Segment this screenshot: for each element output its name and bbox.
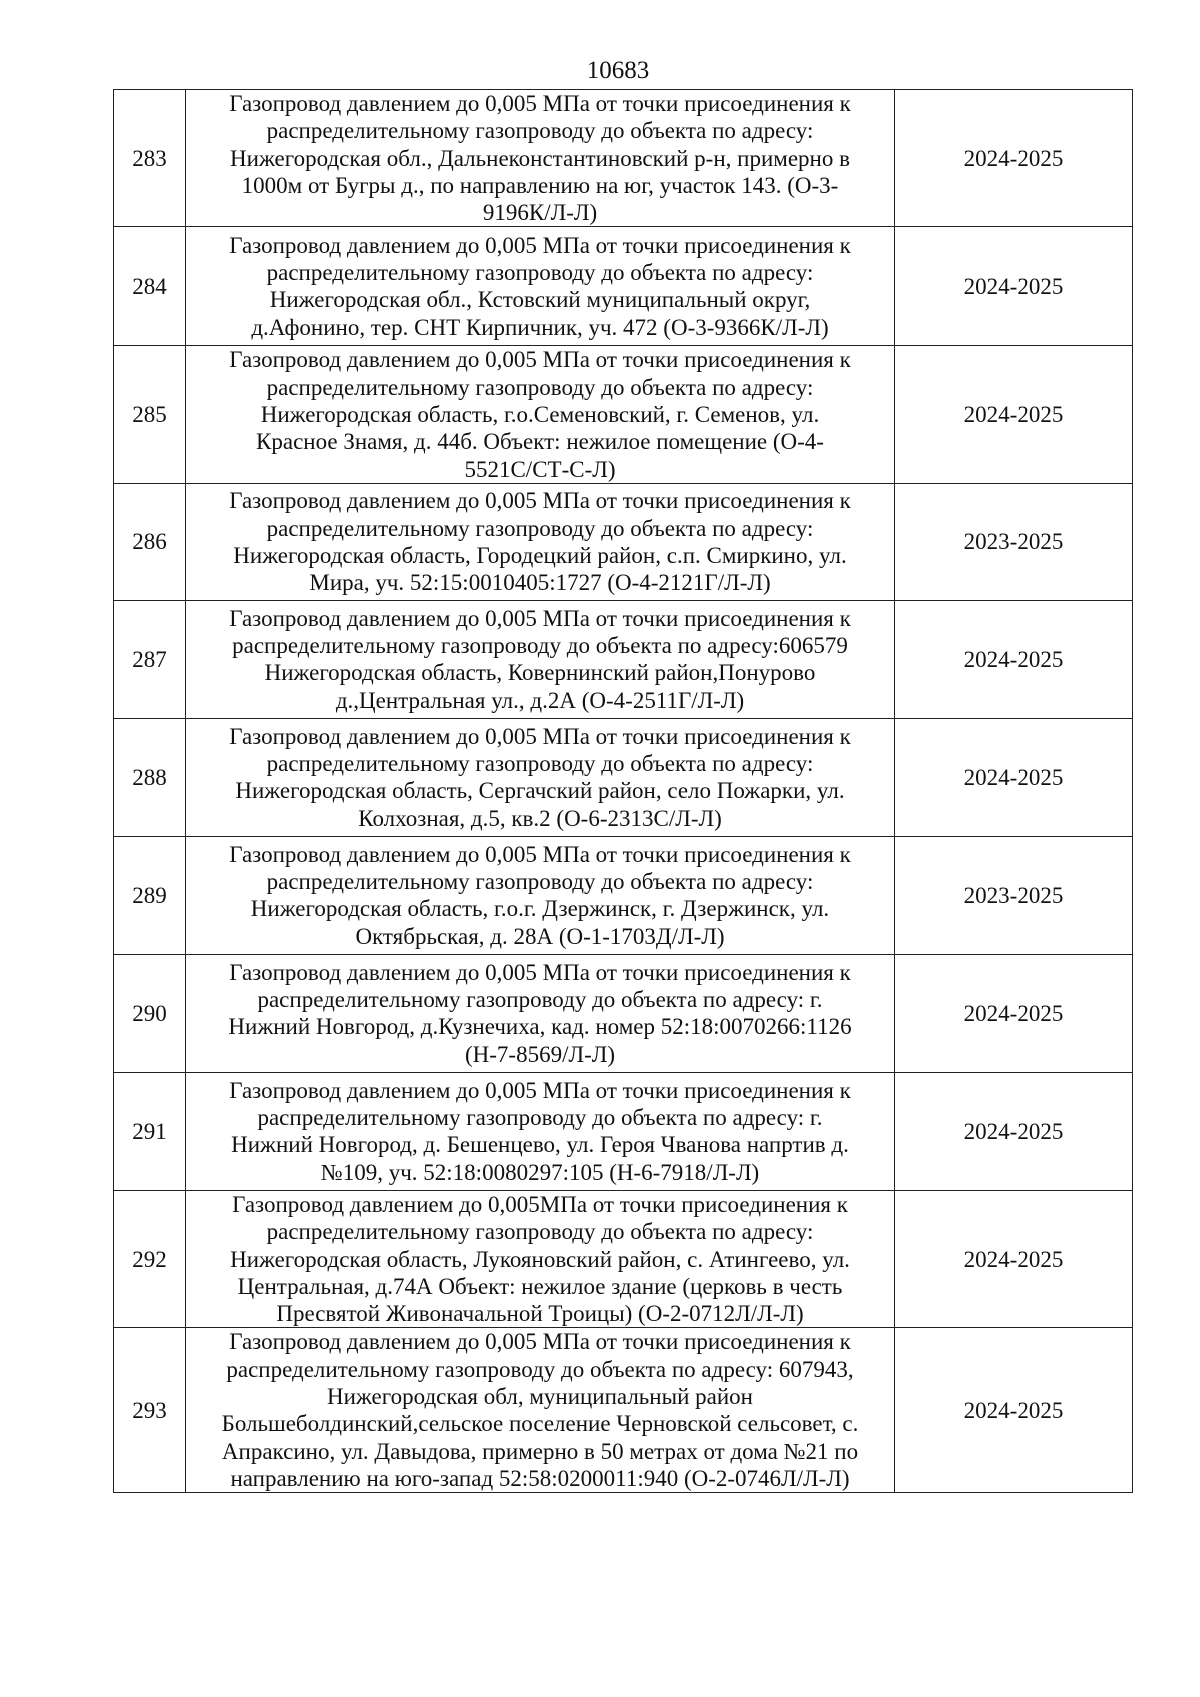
row-number: 292 xyxy=(114,1190,186,1327)
table-row xyxy=(114,227,1133,346)
description-line: Газопровод давлением до 0,005 МПа от точки присоединения к xyxy=(229,841,851,867)
description-line: д.Афонино, тер. СНТ Кирпичник, уч. 472 (О-3-9366К/Л-Л) xyxy=(251,314,829,340)
implementation-period: 2024-2025 xyxy=(895,600,1133,718)
description-line: Нижегородская область, г.о.Семеновский, г. Семенов, ул. xyxy=(260,402,820,428)
description-line: Газопровод давлением до 0,005 МПа от точки присоединения к xyxy=(229,488,851,514)
description-line: Газопровод давлением до 0,005 МПа от точки присоединения к xyxy=(229,347,851,373)
description-line: распределительному газопроводу до объекта по адресу: г. xyxy=(257,987,823,1013)
description-line: Большеболдинский,сельское поселение Черновской сельсовет, с. xyxy=(221,1411,859,1437)
description-line: Газопровод давлением до 0,005 МПа от точки присоединения к xyxy=(229,232,851,258)
object-description xyxy=(186,346,895,483)
description-line: Нижний Новгород, д.Кузнечиха, кад. номер 52:18:0070266:1126 xyxy=(228,1014,852,1040)
description-line: Нижегородская обл., Кстовский муниципальный округ, xyxy=(269,287,811,313)
description-line: распределительному газопроводу до объекта по адресу: xyxy=(266,118,814,144)
page-number: 10683 xyxy=(586,57,650,84)
object-description xyxy=(186,1190,895,1327)
table-row xyxy=(114,718,1133,836)
table-body xyxy=(114,90,1133,1493)
row-number: 285 xyxy=(114,346,186,483)
implementation-period: 2024-2025 xyxy=(895,227,1133,346)
description-line: распределительному газопроводу до объекта по адресу: xyxy=(266,260,814,286)
description-line: распределительному газопроводу до объекта по адресу: xyxy=(266,515,814,541)
description-line: Газопровод давлением до 0,005 МПа от точки присоединения к xyxy=(229,605,851,631)
implementation-period: 2023-2025 xyxy=(895,483,1133,600)
description-line: Газопровод давлением до 0,005МПа от точки присоединения к xyxy=(232,1191,848,1217)
implementation-period: 2024-2025 xyxy=(895,1328,1133,1493)
row-number: 284 xyxy=(114,227,186,346)
description-line: Центральная, д.74А Объект: нежилое здание (церковь в честь xyxy=(237,1273,843,1299)
object-description xyxy=(186,227,895,346)
description-line: распределительному газопроводу до объекта по адресу:606579 xyxy=(232,633,848,659)
implementation-period: 2024-2025 xyxy=(895,90,1133,227)
table-row xyxy=(114,1072,1133,1190)
description-line: Газопровод давлением до 0,005 МПа от точки присоединения к xyxy=(229,91,851,116)
description-line: Газопровод давлением до 0,005 МПа от точки присоединения к xyxy=(229,723,851,749)
description-line: распределительному газопроводу до объекта по адресу: xyxy=(266,374,814,400)
table-row xyxy=(114,600,1133,718)
description-line: Нижегородская обл., Дальнеконстантиновский р-н, примерно в xyxy=(230,145,850,171)
implementation-period: 2024-2025 xyxy=(895,1190,1133,1327)
table-row xyxy=(114,483,1133,600)
table-row xyxy=(114,836,1133,954)
row-number: 287 xyxy=(114,600,186,718)
object-description xyxy=(186,600,895,718)
row-number: 290 xyxy=(114,954,186,1072)
table-row xyxy=(114,346,1133,483)
description-line: Апраксино, ул. Давыдова, примерно в 50 метрах от дома №21 по xyxy=(221,1438,859,1464)
object-description xyxy=(186,483,895,600)
description-line: распределительному газопроводу до объекта по адресу: xyxy=(266,751,814,777)
row-number: 289 xyxy=(114,836,186,954)
description-line: распределительному газопроводу до объекта по адресу: г. xyxy=(257,1105,823,1131)
description-line: (Н-7-8569/Л-Л) xyxy=(465,1041,615,1067)
description-line: распределительному газопроводу до объекта по адресу: xyxy=(266,869,814,895)
description-line: №109, уч. 52:18:0080297:105 (Н-6-7918/Л-Л) xyxy=(320,1159,760,1185)
object-description xyxy=(186,1072,895,1190)
description-line: Нижний Новгород, д. Бешенцево, ул. Героя Чванова напртив д. xyxy=(231,1132,849,1158)
description-line: Газопровод давлением до 0,005 МПа от точки присоединения к xyxy=(229,1077,851,1103)
description-line: распределительному газопроводу до объекта по адресу: 607943, xyxy=(226,1356,854,1382)
description-line: распределительному газопроводу до объекта по адресу: xyxy=(266,1219,814,1245)
description-line: Октябрьская, д. 28А (О-1-1703Д/Л-Л) xyxy=(355,923,725,949)
table-row xyxy=(114,90,1133,227)
implementation-period: 2024-2025 xyxy=(895,346,1133,483)
description-line: направлению на юго-запад 52:58:0200011:940 (О-2-0746Л/Л-Л) xyxy=(230,1465,850,1491)
description-line: 1000м от Бугры д., по направлению на юг, участок 143. (О-3- xyxy=(241,172,839,198)
description-line: д.,Центральная ул., д.2А (О-4-2511Г/Л-Л) xyxy=(335,687,745,713)
row-number: 288 xyxy=(114,718,186,836)
implementation-period: 2023-2025 xyxy=(895,836,1133,954)
implementation-period: 2024-2025 xyxy=(895,954,1133,1072)
row-number: 283 xyxy=(114,90,186,227)
row-number: 293 xyxy=(114,1328,186,1493)
description-line: Красное Знамя, д. 44б. Объект: нежилое помещение (О-4- xyxy=(256,429,824,455)
description-line: Нижегородская область, Ковернинский район,Понурово xyxy=(264,660,816,686)
gas-pipeline-table xyxy=(113,89,1133,1493)
description-line: Нижегородская область, Городецкий район, с.п. Смиркино, ул. xyxy=(233,542,847,568)
row-number: 291 xyxy=(114,1072,186,1190)
description-line: Нижегородская обл, муниципальный район xyxy=(327,1384,753,1410)
object-description xyxy=(186,954,895,1072)
implementation-period: 2024-2025 xyxy=(895,1072,1133,1190)
table-row xyxy=(114,1190,1133,1327)
row-number: 286 xyxy=(114,483,186,600)
description-line: Колхозная, д.5, кв.2 (О-6-2313С/Л-Л) xyxy=(358,805,722,831)
description-line: 9196К/Л-Л) xyxy=(482,200,598,226)
description-line: 5521С/СТ-С-Л) xyxy=(464,456,616,482)
table-row xyxy=(114,1328,1133,1493)
implementation-period: 2024-2025 xyxy=(895,718,1133,836)
object-description xyxy=(186,1328,895,1493)
description-line: Газопровод давлением до 0,005 МПа от точки присоединения к xyxy=(229,1329,851,1355)
description-line: Мира, уч. 52:15:0010405:1727 (О-4-2121Г/Л-Л) xyxy=(309,570,771,596)
description-line: Пресвятой Живоначальной Троицы) (О-2-0712Л/Л-Л) xyxy=(276,1301,804,1327)
table-row xyxy=(114,954,1133,1072)
description-line: Нижегородская область, г.о.г. Дзержинск, г. Дзержинск, ул. xyxy=(250,896,830,922)
object-description xyxy=(186,90,895,227)
description-line: Нижегородская область, Сергачский район, село Пожарки, ул. xyxy=(235,778,845,804)
object-description xyxy=(186,718,895,836)
description-line: Нижегородская область, Лукояновский район, с. Атингеево, ул. xyxy=(230,1246,850,1272)
object-description xyxy=(186,836,895,954)
description-line: Газопровод давлением до 0,005 МПа от точки присоединения к xyxy=(229,959,851,985)
